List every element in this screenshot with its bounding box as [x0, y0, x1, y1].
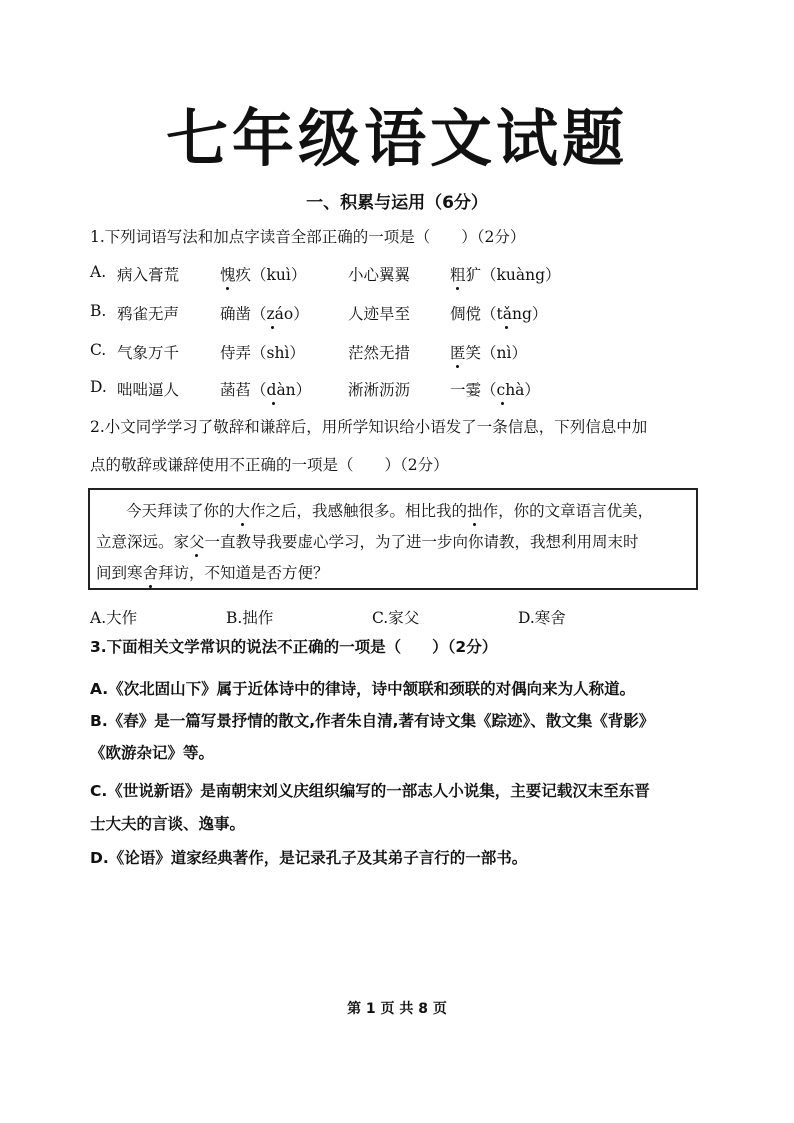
q1-stem: 1.下列词语写法和加点字读音全部正确的一项是（ ）（2分）: [90, 228, 526, 246]
message-line-3: 间到寒舍拜访，不知道是否方便？: [96, 561, 329, 583]
option-label: D.: [90, 378, 107, 396]
section-heading: 一、积累与运用（6分）: [306, 193, 488, 213]
word-4: 匿笑（nì）: [450, 341, 527, 363]
word-2: 菡萏（dàn）: [220, 378, 311, 400]
word-1: 咄咄逼人: [117, 381, 180, 399]
q3-option-d: D.《论语》道家经典著作，是记录孔子及其弟子言行的一部书。: [90, 849, 528, 867]
word-4: 粗犷（kuàng）: [450, 263, 561, 285]
word-2: 确凿（záo）: [220, 302, 309, 324]
q3-option-b-line-2: 《欧游杂记》等。: [90, 744, 215, 762]
word-2: 侍弄（shì）: [220, 344, 305, 362]
q3-option-a: A.《次北固山下》属于近体诗中的律诗，诗中颔联和颈联的对偶向来为人称道。: [90, 680, 636, 698]
q3-option-b-line-1: B.《春》是一篇写景抒情的散文,作者朱自清,著有诗文集《踪迹》、散文集《背影》: [90, 712, 655, 730]
word-4: 一霎（chà）: [450, 378, 540, 400]
word-2: 愧疚（kuì）: [220, 263, 306, 285]
word-3: 小心翼翼: [348, 266, 411, 284]
q2-option-c: C.家父: [372, 609, 420, 627]
q3-stem: 3.下面相关文学常识的说法不正确的一项是（ ）（2分）: [90, 638, 498, 656]
page-number: 第 1 页 共 8 页: [347, 1001, 447, 1017]
message-box: [88, 488, 698, 590]
q3-option-c-line-1: C.《世说新语》是南朝宋刘义庆组织编写的一部志人小说集，主要记载汉末至东晋: [90, 782, 650, 800]
option-label: A.: [90, 263, 107, 281]
word-3: 茫然无措: [348, 344, 411, 362]
option-label: B.: [90, 302, 107, 320]
option-label: C.: [90, 341, 107, 359]
word-3: 淅淅沥沥: [348, 381, 411, 399]
q2-stem-line-1: 2.小文同学学习了敬辞和谦辞后，用所学知识给小语发了一条信息，下列信息中加: [90, 418, 648, 436]
q2-option-b: B.拙作: [226, 609, 274, 627]
q2-option-d: D.寒舍: [518, 609, 566, 627]
word-1: 病入膏荒: [117, 266, 180, 284]
word-1: 气象万千: [117, 344, 180, 362]
word-4: 倜傥（tǎng）: [450, 302, 547, 324]
q2-stem-line-2: 点的敬辞或谦辞使用不正确的一项是（ ）（2分）: [90, 456, 449, 474]
word-3: 人迹旱至: [348, 305, 411, 323]
word-1: 鸦雀无声: [117, 305, 180, 323]
message-line-2: 立意深远。家父一直教导我要虚心学习，为了进一步向你请教，我想利用周末时: [96, 530, 639, 552]
page-title: 七年级语文试题: [165, 102, 628, 175]
q3-option-c-line-2: 士大夫的言谈、逸事。: [90, 815, 246, 833]
message-line-1: 今天拜读了你的大作之后，我感触很多。相比我的拙作，你的文章语言优美，: [126, 499, 653, 521]
q2-option-a: A.大作: [90, 609, 138, 627]
